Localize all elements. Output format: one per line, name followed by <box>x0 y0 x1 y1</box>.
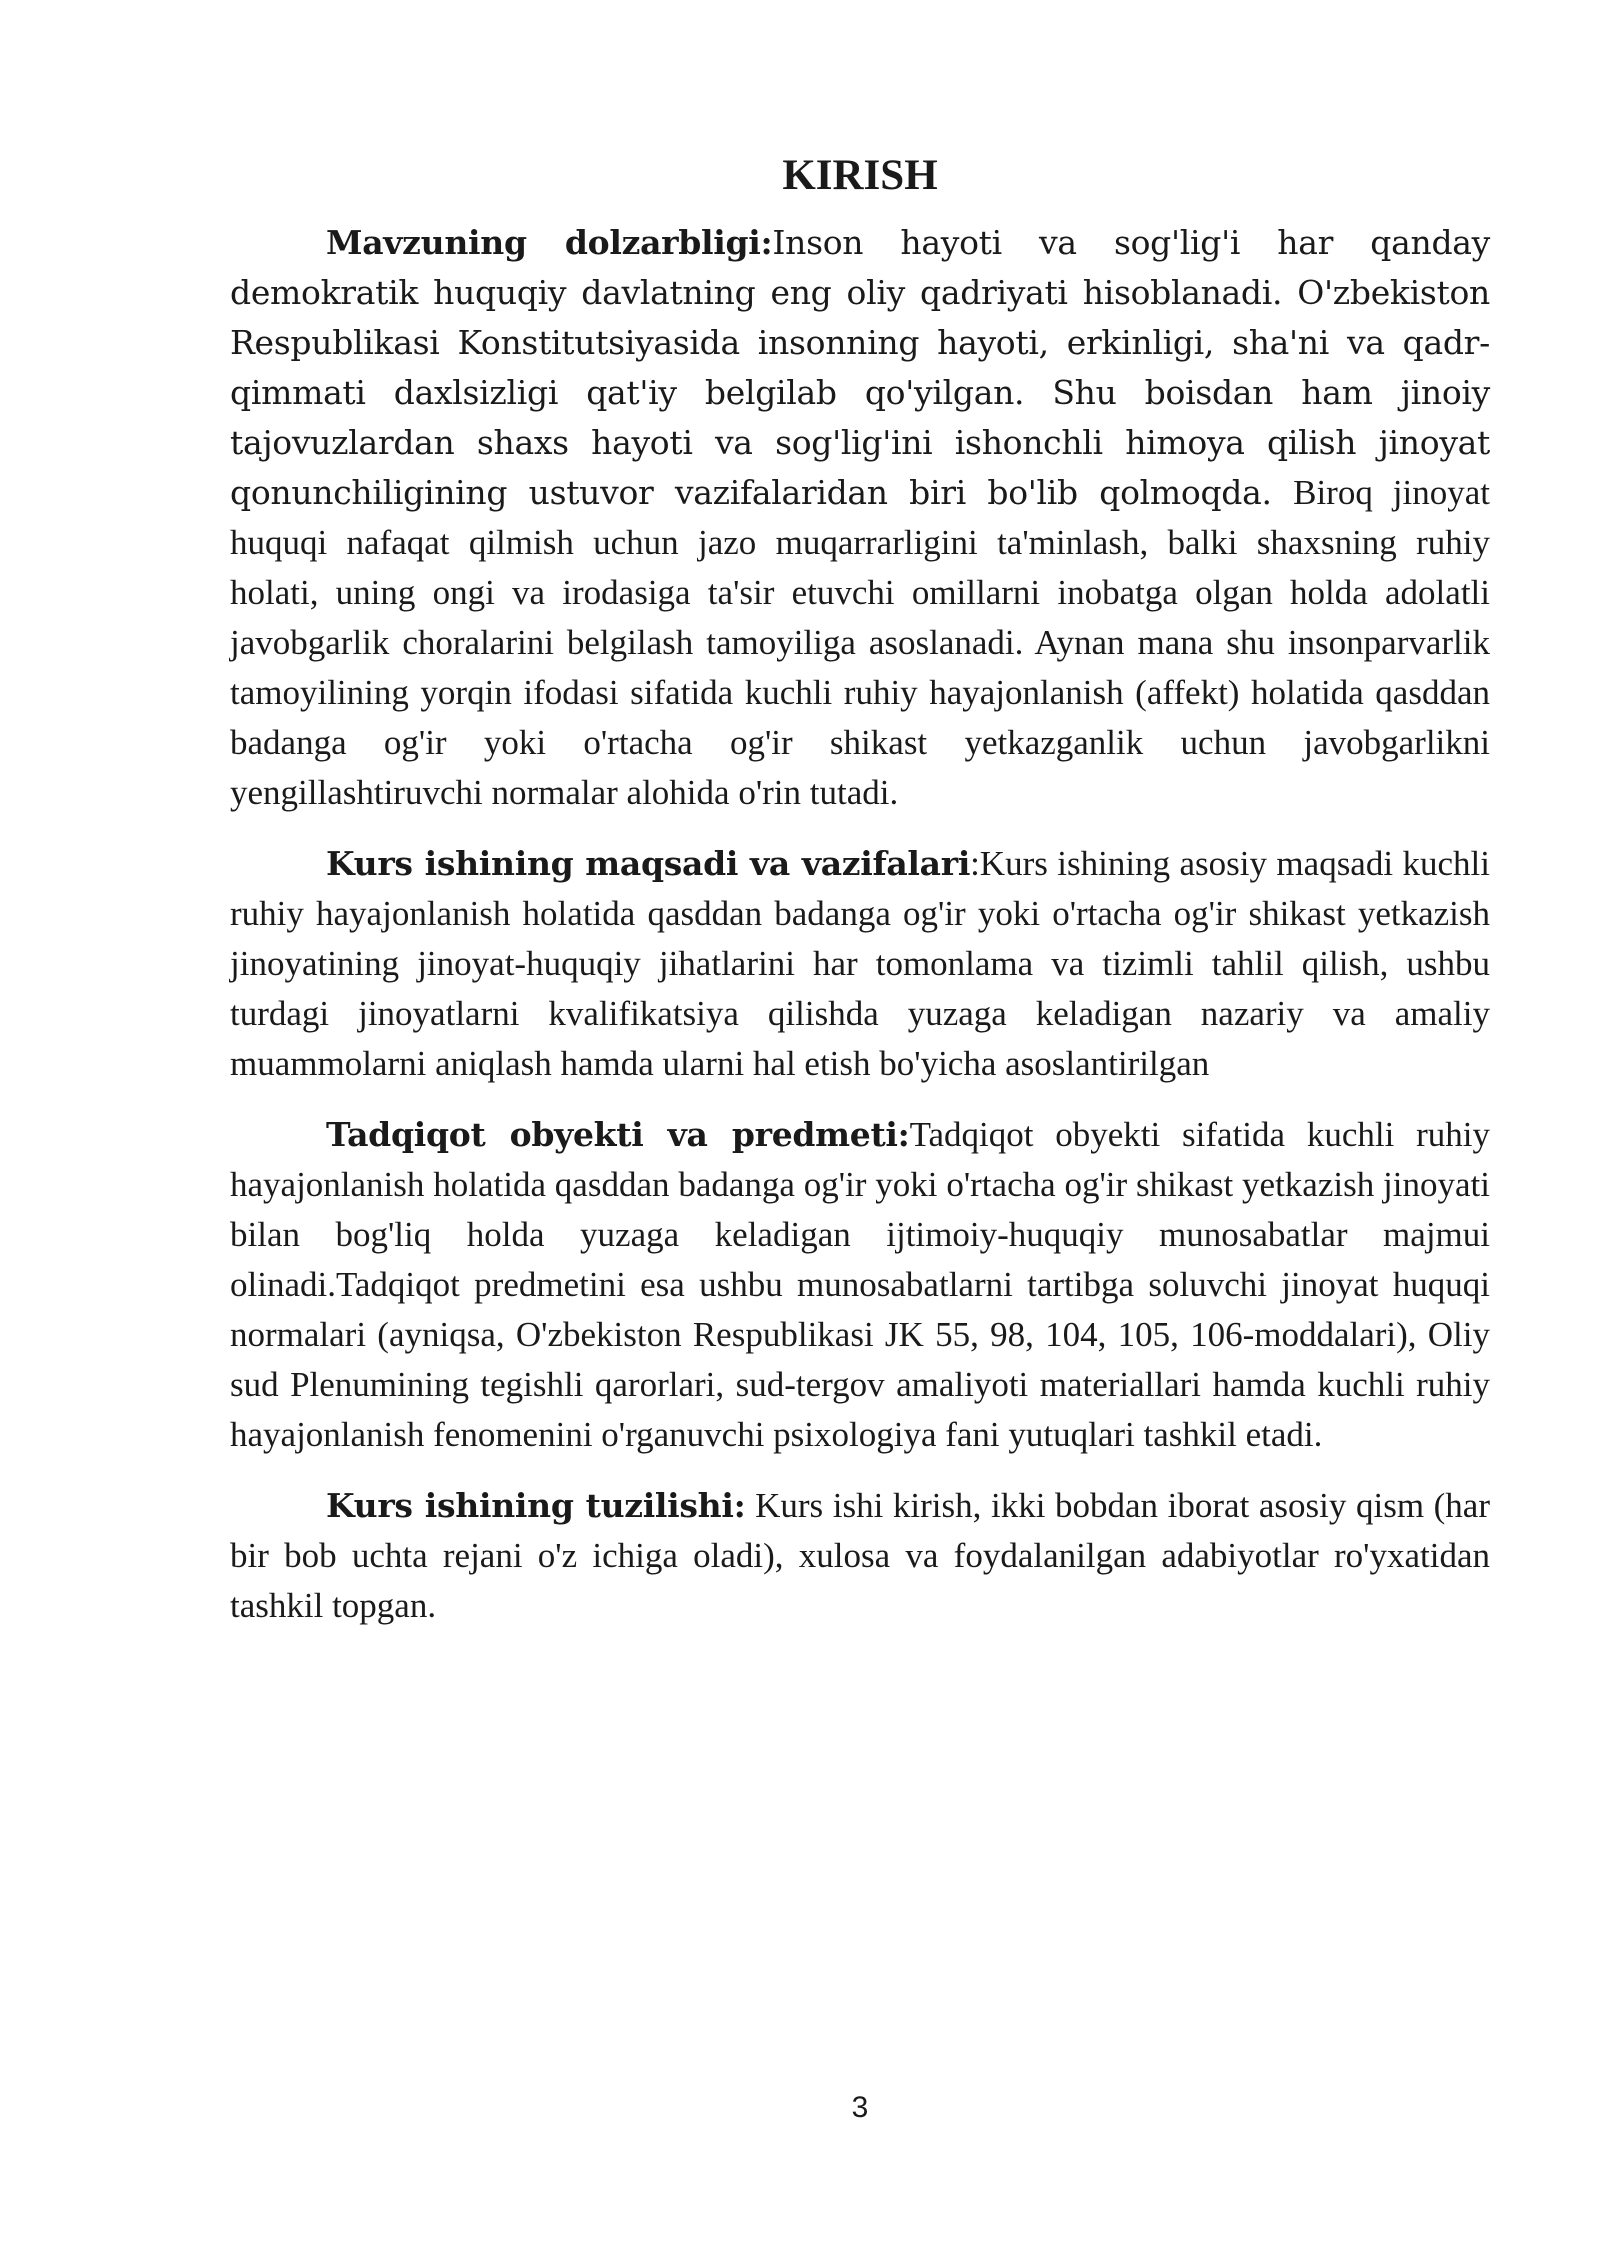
paragraph-text: Kurs ishi kirish, ikki bobdan iborat asosiy qism (har bir bob uchta rejani o'z ichiga oladi), xulosa va foydalanilgan adabiyotlar ro'yxatidan tashkil topgan. <box>230 1486 1490 1625</box>
page-title: KIRISH <box>782 152 938 199</box>
paragraph-text: Biroq jinoyat huquqi nafaqat qilmish uchun jazo muqarrarligini ta'minlash, balki shaxsning ruhiy holati, uning ongi va irodasiga ta'sir etuvchi omillarni inobatga olgan holda adolatli javobgarlik choralarini belgilash tamoyiliga asoslanadi. Aynan mana shu insonparvarlik tamoyilining yorqin ifodasi sifatida kuchli ruhiy hayajonlanish (affekt) holatida qasddan badanga og'ir yoki o'rtacha og'ir shikast yetkazganlik uchun javobgarlikni yengillashtiruvchi normalar alohida o'rin tutadi. <box>230 473 1491 812</box>
paragraph-object-subject <box>230 1110 1490 1460</box>
paragraph-lead: Mavzuning dolzarbligi: <box>326 223 773 262</box>
paragraph-lead: Kurs ishining maqsadi va vazifalari <box>326 844 971 883</box>
paragraph-structure <box>230 1481 1490 1631</box>
paragraph-text: Inson hayoti va sog'lig'i har qanday demokratik huquqiy davlatning eng oliy qadriyati hisoblanadi. O'zbekiston Respublikasi Konstitutsiyasida insonning hayoti, erkinligi, sha'ni va qadr-qimmati daxlsizligi qat'iy belgilab qo'yilgan. Shu boisdan ham jinoiy tajovuzlardan shaxs hayoti va sog'lig'ini ishonchli himoya qilish jinoyat qonunchiligining ustuvor vazifalaridan biri bo'lib qolmoqda. <box>230 223 1490 512</box>
paragraph-goals <box>230 839 1490 1089</box>
paragraph-text: :Kurs ishining asosiy maqsadi kuchli ruhiy hayajonlanish holatida qasddan badanga og'ir yoki o'rtacha og'ir shikast yetkazish jinoyatining jinoyat-huquqiy jihatlarini har tomonlama va tizimli tahlil qilish, ushbu turdagi jinoyatlarni kvalifikatsiya qilishda yuzaga keladigan nazariy va amaliy muammolarni aniqlash hamda ularni hal etish bo'yicha asoslantirilgan <box>230 844 1490 1083</box>
paragraph-relevance <box>230 218 1490 818</box>
paragraph-lead: Tadqiqot obyekti va predmeti: <box>326 1115 910 1154</box>
page-number: 3 <box>851 2091 869 2124</box>
paragraph-lead: Kurs ishining tuzilishi: <box>326 1486 746 1525</box>
body-text <box>230 218 1490 1652</box>
paragraph-text: Tadqiqot obyekti sifatida kuchli ruhiy hayajonlanish holatida qasddan badanga og'ir yoki o'rtacha og'ir shikast yetkazish jinoyati bilan bog'liq holda yuzaga keladigan ijtimoiy-huquqiy munosabatlar majmui olinadi.Tadqiqot predmetini esa ushbu munosabatlarni tartibga soluvchi jinoyat huquqi normalari (ayniqsa, O'zbekiston Respublikasi JK 55, 98, 104, 105, 106-moddalari), Oliy sud Plenumining tegishli qarorlari, sud-tergov amaliyoti materiallari hamda kuchli ruhiy hayajonlanish fenomenini o'rganuvchi psixologiya fani yutuqlari tashkil etadi. <box>230 1115 1491 1454</box>
